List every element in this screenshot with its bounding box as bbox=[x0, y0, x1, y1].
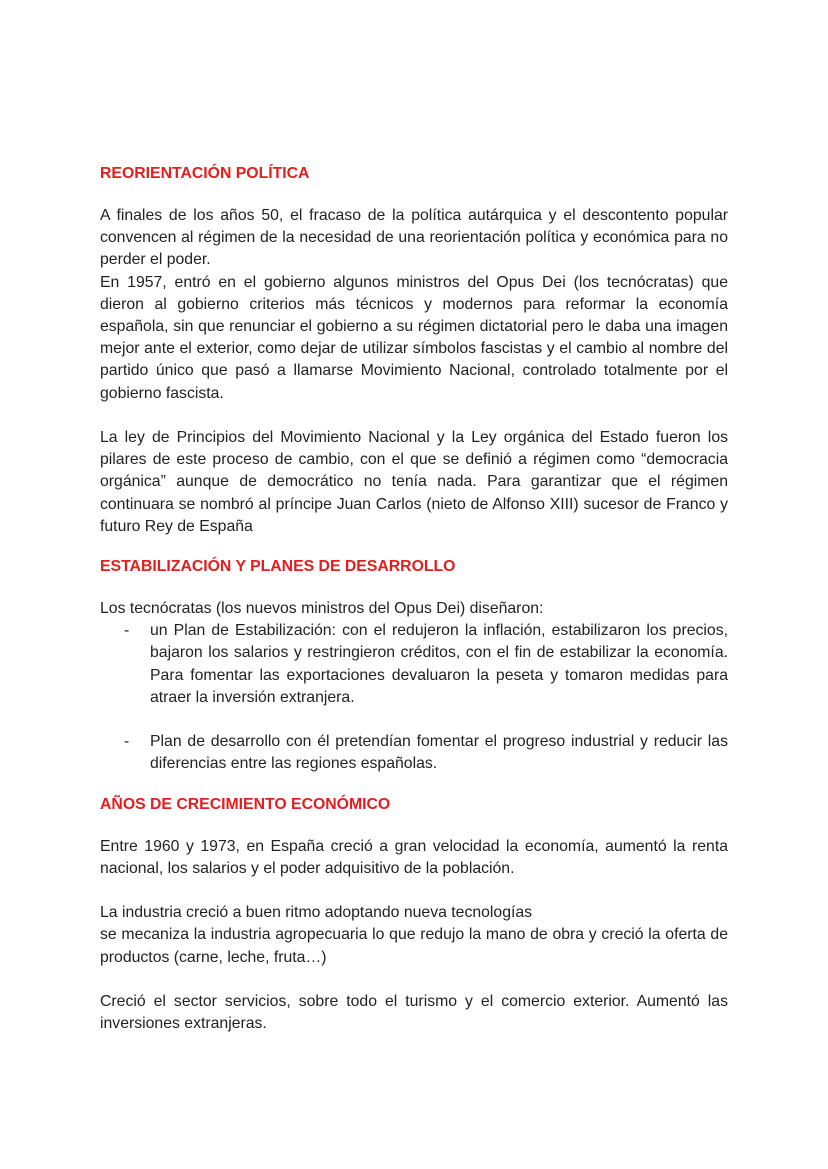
paragraph: La ley de Principios del Movimiento Nacional y la Ley orgánica del Estado fueron los pilares de este proceso de cambio, con el que se definió a régimen como “democracia orgánica” aunque de democrático no tenía nada. Para garantizar que el régimen continuara se nombró al príncipe Juan Carlos (nieto de Alfonso XIII) sucesor de Franco y futuro Rey de España bbox=[100, 429, 728, 535]
list-item bbox=[100, 620, 728, 709]
section-heading-estabilizacion: ESTABILIZACIÓN Y PLANES DE DESARROLLO bbox=[100, 558, 456, 576]
list-item-text: Plan de desarrollo con él pretendían fomentar el progreso industrial y reducir las diferencias entre las regiones españolas. bbox=[150, 733, 728, 773]
paragraph: La industria creció a buen ritmo adoptando nueva tecnologías bbox=[100, 904, 533, 922]
paragraph: Creció el sector servicios, sobre todo el turismo y el comercio exterior. Aumentó las inversiones extranjeras. bbox=[100, 993, 728, 1033]
paragraph: Entre 1960 y 1973, en España creció a gran velocidad la economía, aumentó la renta nacional, los salarios y el poder adquisitivo de la población. bbox=[100, 837, 728, 877]
list-item bbox=[100, 731, 728, 775]
paragraph-intro: Los tecnócratas (los nuevos ministros del Opus Dei) diseñaron: bbox=[100, 600, 544, 618]
list-item-text: un Plan de Estabilización: con el redujeron la inflación, estabilizaron los precios, bajaron los salarios y restringieron créditos, con el fin de estabilizar la economía. Para fomentar las exportaciones devaluaron la peseta y tomaron medidas para atraer la inversión extranjera. bbox=[150, 622, 728, 706]
document-page bbox=[100, 163, 728, 1035]
section-heading-reorientacion: REORIENTACIÓN POLÍTICA bbox=[100, 165, 310, 182]
paragraph: se mecaniza la industria agropecuaria lo que redujo la mano de obra y creció la oferta de productos (carne, leche, fruta…) bbox=[100, 926, 728, 966]
section-heading-crecimiento: AÑOS DE CRECIMIENTO ECONÓMICO bbox=[100, 795, 391, 813]
bullet-list bbox=[100, 620, 728, 775]
list-spacer bbox=[100, 709, 728, 731]
paragraph: A finales de los años 50, el fracaso de la política autárquica y el descontento popular convencen al régimen de la necesidad de una reorientación política y económica para no perder el poder. bbox=[100, 207, 728, 269]
dash-bullet: - bbox=[124, 622, 130, 640]
paragraph: En 1957, entró en el gobierno algunos ministros del Opus Dei (los tecnócratas) que dieron al gobierno criterios más técnicos y modernos para reformar la economía española, sin que renunciar el gobierno a su régimen dictatorial pero le daba una imagen mejor ante el exterior, como dejar de utilizar símbolos fascistas y el cambio al nombre del partido único que pasó a llamarse Movimiento Nacional, controlado totalmente por el gobierno fascista. bbox=[100, 273, 728, 402]
dash-bullet: - bbox=[124, 733, 130, 751]
